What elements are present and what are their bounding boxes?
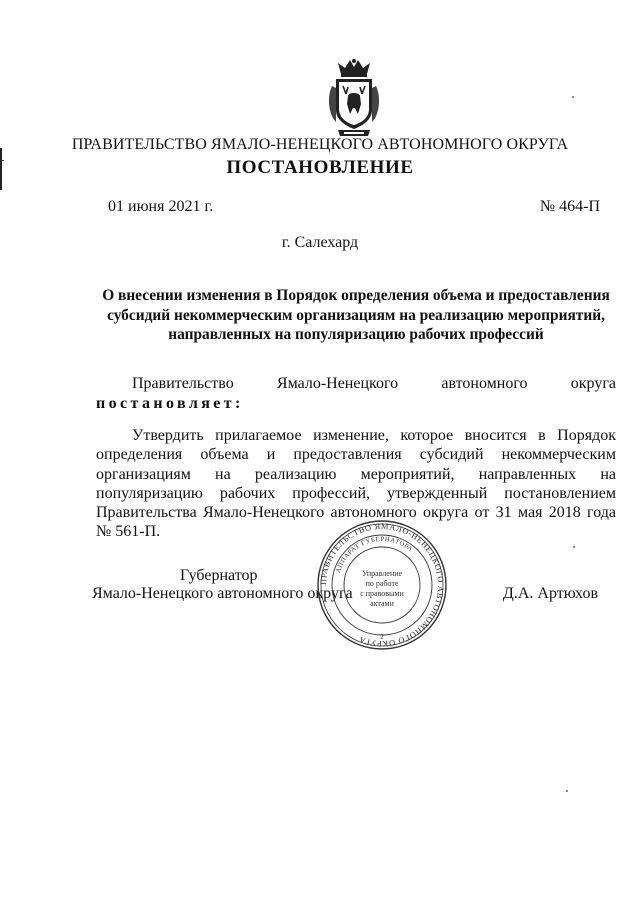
preamble-word: округа [570, 375, 616, 392]
document-city: г. Салехард [281, 234, 359, 251]
scan-speck [573, 546, 575, 548]
stamp-inner-ring: АППАРАТ ГУБЕРНАТОРА [334, 535, 415, 574]
issuing-authority: ПРАВИТЕЛЬСТВО ЯМАЛО-НЕНЕЦКОГО АВТОНОМНОГО ОКРУГА [71, 136, 569, 153]
coat-of-arms-icon [324, 58, 384, 140]
preamble-word: автономного [441, 375, 528, 392]
document-type-title: ПОСТАНОВЛЕНИЕ [226, 157, 414, 178]
decree-word: постановляет: [96, 395, 244, 412]
stamp-outer-ring: ПРАВИТЕЛЬСТВО ЯМАЛО-НЕНЕЦКОГО АВТОНОМНОГО ОКРУГА [318, 521, 446, 649]
official-stamp [316, 519, 448, 651]
document-number: № 464-П [539, 198, 600, 215]
signatory-title: Губернатор [180, 567, 258, 584]
body-paragraph: Утвердить прилагаемое изменение, которое вносится в Порядок определения объема и предоставления субсидий некоммерческим организациям на реализацию мероприятий, направленных на популяризацию рабочих профессий, утвержденный постановлением Правительства Ямало-Ненецкого автономного округа от 31 мая 2018 года № 561-П. [96, 427, 616, 541]
stamp-number: 2 [380, 633, 384, 641]
signatory-organization: Ямало-Ненецкого автономного округа [92, 585, 353, 602]
document-date: 01 июня 2021 г. [108, 198, 214, 215]
preamble [96, 374, 616, 414]
stamp-center-line: актами [370, 599, 394, 608]
document-subject: О внесении изменения в Порядок определения объема и предоставления субсидий некоммерческим организациям на реализацию мероприятий, направленных на популяризацию рабочих профессий [102, 287, 610, 343]
stamp-center-line: по работе [365, 579, 399, 588]
preamble-row [96, 374, 616, 394]
scan-speck [572, 96, 574, 98]
preamble-word: Ямало-Ненецкого [276, 375, 399, 392]
preamble-word: Правительство [132, 375, 234, 392]
scan-speck [566, 790, 568, 792]
stamp-center-line: Управление [361, 569, 403, 578]
signatory-name: Д.А. Артюхов [502, 585, 598, 602]
stamp-center-line: с правовыми [360, 589, 404, 598]
